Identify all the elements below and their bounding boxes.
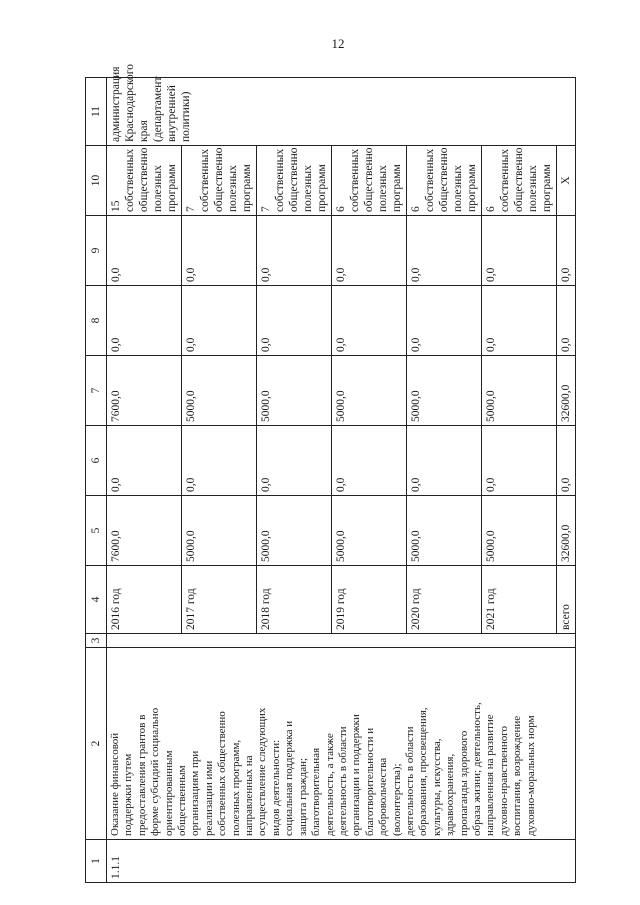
rotated-table-body (85, 64, 572, 883)
col-number-8: 8 (86, 286, 107, 356)
c10-2018: 7 собственных общественно полезных программ (257, 146, 332, 216)
total-label: всего (557, 566, 576, 634)
year-2018: 2018 год (257, 566, 332, 634)
c6-2020: 0,0 (407, 426, 482, 496)
c6-2016: 0,0 (107, 426, 182, 496)
c6-2018: 0,0 (257, 426, 332, 496)
c8-2016: 0,0 (107, 286, 182, 356)
c9-2018: 0,0 (257, 216, 332, 286)
c9-total: 0,0 (557, 216, 576, 286)
year-2021: 2021 год (482, 566, 557, 634)
c10-2017: 7 собственных общественно полезных программ (182, 146, 257, 216)
c9-2017: 0,0 (182, 216, 257, 286)
c5-2018: 5000,0 (257, 496, 332, 566)
c7-2021: 5000,0 (482, 356, 557, 426)
year-2017: 2017 год (182, 566, 257, 634)
col-number-1: 1 (86, 840, 107, 883)
c5-2017: 5000,0 (182, 496, 257, 566)
page-number: 12 (331, 36, 345, 51)
c5-2016: 7600,0 (107, 496, 182, 566)
col-number-10: 10 (86, 146, 107, 216)
c10-2021: 6 собственных общественно полезных программ (482, 146, 557, 216)
year-2019: 2019 год (332, 566, 407, 634)
c5-2021: 5000,0 (482, 496, 557, 566)
c6-2021: 0,0 (482, 426, 557, 496)
c6-2019: 0,0 (332, 426, 407, 496)
c8-2017: 0,0 (182, 286, 257, 356)
c7-2018: 5000,0 (257, 356, 332, 426)
col-number-3: 3 (86, 634, 107, 648)
col3-blank (107, 634, 576, 648)
c6-total: 0,0 (557, 426, 576, 496)
c8-2020: 0,0 (407, 286, 482, 356)
c7-2016: 7600,0 (107, 356, 182, 426)
c9-2021: 0,0 (482, 216, 557, 286)
measure-description: Оказание финансовой поддержки путем предоставления грантов в форме субсидий социально ориентированным общественным организациям при реализации ими собственных общественно полезных программ, направленных на осуществление следующих видов деятельности: социальная поддержка и защита граждан; благотворительная деятельность, а также деятельность в области организации и поддержки благотворительности и добровольчества (волонтерства); деятельность в области образования, просвещения, культуры, искусства, здравоохранения, пропаганды здорового образа жизни; деятельность, направленная на развитие духовно-нравственного воспитания, возрождение духовно-моральных норм (107, 648, 576, 840)
col-number-6: 6 (86, 426, 107, 496)
c9-2016: 0,0 (107, 216, 182, 286)
c8-total: 0,0 (557, 286, 576, 356)
c9-2019: 0,0 (332, 216, 407, 286)
col-number-9: 9 (86, 216, 107, 286)
c5-total: 32600,0 (557, 496, 576, 566)
c6-2017: 0,0 (182, 426, 257, 496)
c8-2018: 0,0 (257, 286, 332, 356)
c10-2019: 6 собственных общественно полезных программ (332, 146, 407, 216)
measure-code: 1.1.1 (107, 840, 576, 883)
c7-2017: 5000,0 (182, 356, 257, 426)
c7-2019: 5000,0 (332, 356, 407, 426)
c8-2019: 0,0 (332, 286, 407, 356)
c10-2016: 15 собственных общественно полезных программ (107, 146, 182, 216)
c10-2020: 6 собственных общественно полезных программ (407, 146, 482, 216)
col-number-11: 11 (86, 78, 107, 146)
col-number-4: 4 (86, 566, 107, 634)
executor: администрация Краснодарского края (департамент внутренней политики) (107, 78, 576, 146)
c5-2020: 5000,0 (407, 496, 482, 566)
year-2016: 2016 год (107, 566, 182, 634)
col-number-7: 7 (86, 356, 107, 426)
year-2020: 2020 год (407, 566, 482, 634)
c10-total: Х (557, 146, 576, 216)
c5-2019: 5000,0 (332, 496, 407, 566)
c9-2020: 0,0 (407, 216, 482, 286)
col-number-2: 2 (86, 648, 107, 840)
c7-2020: 5000,0 (407, 356, 482, 426)
c7-total: 32600,0 (557, 356, 576, 426)
c8-2021: 0,0 (482, 286, 557, 356)
col-number-5: 5 (86, 496, 107, 566)
